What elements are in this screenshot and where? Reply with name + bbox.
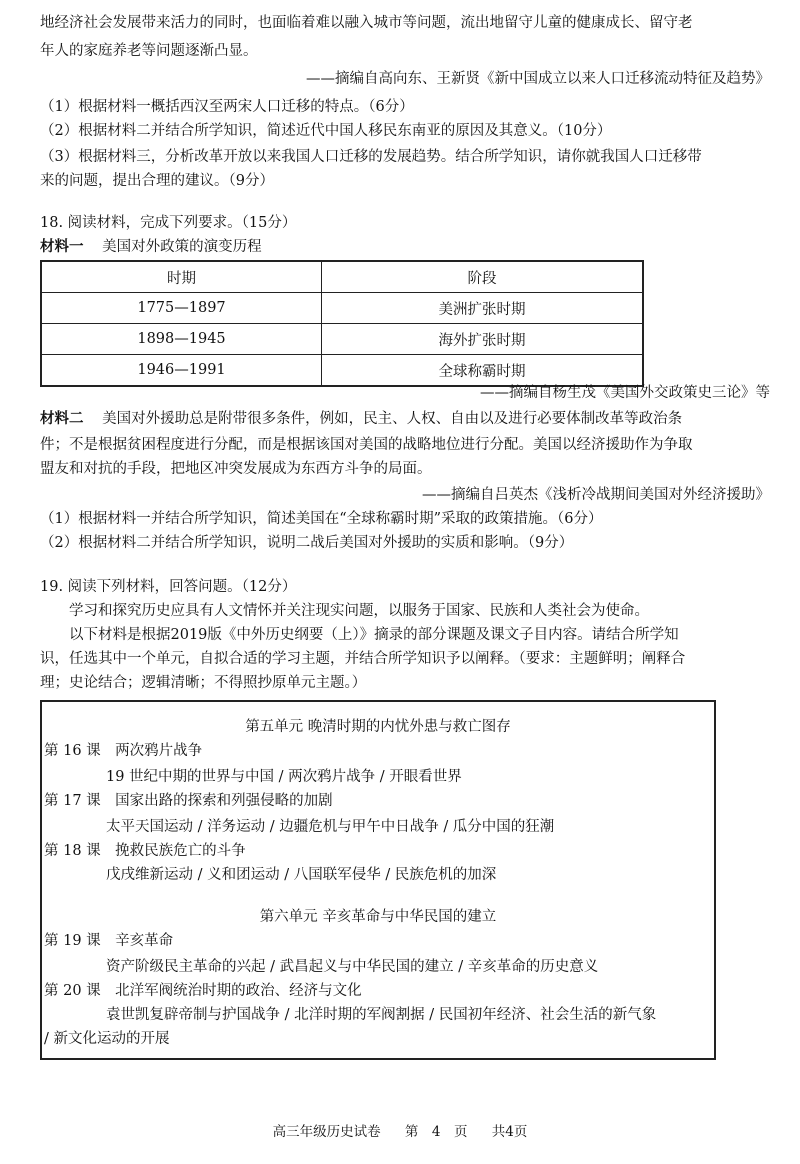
lesson20-topics-cont: / 新文化运动的开展 [44, 1031, 170, 1047]
top-line-1: 地经济社会发展带来活力的同时，也面临着难以融入城市等问题，流出地留守儿童的健康成长、留守老 [40, 15, 693, 31]
lesson16-title: 第 16 课 两次鸦片战争 [44, 743, 203, 759]
q17-sub1: （1）根据材料一概括西汉至两宋人口迁移的特点。（6分） [40, 99, 414, 115]
syllabus-box [40, 700, 716, 1060]
table-header-row [41, 261, 643, 293]
lesson17-title: 第 17 课 国家出路的探索和列强侵略的加剧 [44, 793, 333, 809]
table-cell: 1775—1897 [41, 293, 322, 324]
q17-sub3-line1: （3）根据材料三，分析改革开放以来我国人口迁移的发展趋势。结合所学知识，请你就我国人口迁移带 [40, 149, 702, 165]
table-cell: 海外扩张时期 [322, 324, 644, 355]
q18-sub1: （1）根据材料一并结合所学知识，简述美国在“全球称霸时期”采取的政策措施。（6分） [40, 511, 603, 527]
unit6-title: 第六单元 辛亥革命与中华民国的建立 [259, 909, 497, 925]
q17-sub3-line2: 来的问题，提出合理的建议。（9分） [40, 173, 274, 189]
page-footer [0, 1120, 800, 1140]
material2-line3: 盟友和对抗的手段，把地区冲突发展成为东西方斗争的局面。 [40, 461, 432, 477]
material2-line1 [40, 408, 770, 430]
table-cell: 1898—1945 [41, 324, 322, 355]
lesson18-title: 第 18 课 挽救民族危亡的斗争 [44, 843, 246, 859]
material2-label: 材料二 [40, 410, 84, 427]
lesson16-topics: 19 世纪中期的世界与中国 / 两次鸦片战争 / 开眼看世界 [106, 769, 462, 785]
lesson17-topics: 太平天国运动 / 洋务运动 / 边疆危机与甲午中日战争 / 瓜分中国的狂潮 [106, 819, 555, 835]
footer-exam-name: 高三年级历史试卷 [272, 1124, 381, 1140]
q19-para2-line1: 以下材料是根据2019版《中外历史纲要（上）》摘录的部分课题及课文子目内容。请结合所学知 [69, 627, 679, 643]
footer-total-pages: 共4页 [491, 1124, 528, 1140]
q19-para2-line3: 理；史论结合；逻辑清晰；不得照抄原单元主题。） [40, 675, 367, 691]
material1-label: 材料一 [40, 238, 84, 255]
lesson19-topics: 资产阶级民主革命的兴起 / 武昌起义与中华民国的建立 / 辛亥革命的历史意义 [106, 959, 599, 975]
q19-title: 19. 阅读下列材料，回答问题。（12分） [40, 579, 297, 595]
footer-page-number: 第 4 页 [404, 1124, 468, 1140]
q17-sub2: （2）根据材料二并结合所学知识，简述近代中国人移民东南亚的原因及其意义。（10分） [40, 123, 612, 139]
table-row [41, 324, 643, 355]
material1-title: 美国对外政策的演变历程 [102, 239, 262, 255]
material2-text-1: 美国对外援助总是附带很多条件，例如，民主、人权、自由以及进行必要体制改革等政治条 [102, 411, 683, 427]
table-cell: 1946—1991 [41, 355, 322, 387]
table-cell: 美洲扩张时期 [322, 293, 644, 324]
q19-para2-line2: 识，任选其中一个单元，自拟合适的学习主题，并结合所学知识予以阐释。（要求：主题鲜明；阐释合 [40, 651, 686, 667]
lesson19-title: 第 19 课 辛亥革命 [44, 933, 174, 949]
unit5-title: 第五单元 晚清时期的内忧外患与救亡图存 [245, 719, 511, 735]
q18-sub2: （2）根据材料二并结合所学知识，说明二战后美国对外援助的实质和影响。（9分） [40, 535, 574, 551]
q18-title: 18. 阅读材料，完成下列要求。（15分） [40, 215, 297, 231]
lesson20-title: 第 20 课 北洋军阀统治时期的政治、经济与文化 [44, 983, 362, 999]
top-source: ——摘编自高向东、王新贤《新中国成立以来人口迁移流动特征及趋势》 [306, 71, 770, 87]
top-line-2: 年人的家庭养老等问题逐渐凸显。 [40, 43, 258, 59]
q18-material1-heading [40, 236, 770, 258]
lesson18-topics: 戊戌维新运动 / 义和团运动 / 八国联军侵华 / 民族危机的加深 [106, 867, 497, 883]
lesson20-topics: 袁世凯复辟帝制与护国战争 / 北洋时期的军阀割据 / 民国初年经济、社会生活的新气象 [106, 1007, 657, 1023]
policy-table [40, 260, 644, 387]
table-header-period: 时期 [41, 261, 322, 293]
table-row [41, 293, 643, 324]
material2-source: ——摘编自吕英杰《浅析冷战期间美国对外经济援助》 [422, 487, 770, 503]
q19-para1: 学习和探究历史应具有人文情怀并关注现实问题，以服务于国家、民族和人类社会为使命。 [69, 603, 649, 619]
material2-line2: 件；不是根据贫困程度进行分配，而是根据该国对美国的战略地位进行分配。美国以经济援助作为争取 [40, 437, 693, 453]
table-header-stage: 阶段 [322, 261, 644, 293]
table-cell: 全球称霸时期 [322, 355, 644, 387]
material1-source: ——摘编自杨生茂《美国外交政策史三论》等 [480, 385, 770, 401]
